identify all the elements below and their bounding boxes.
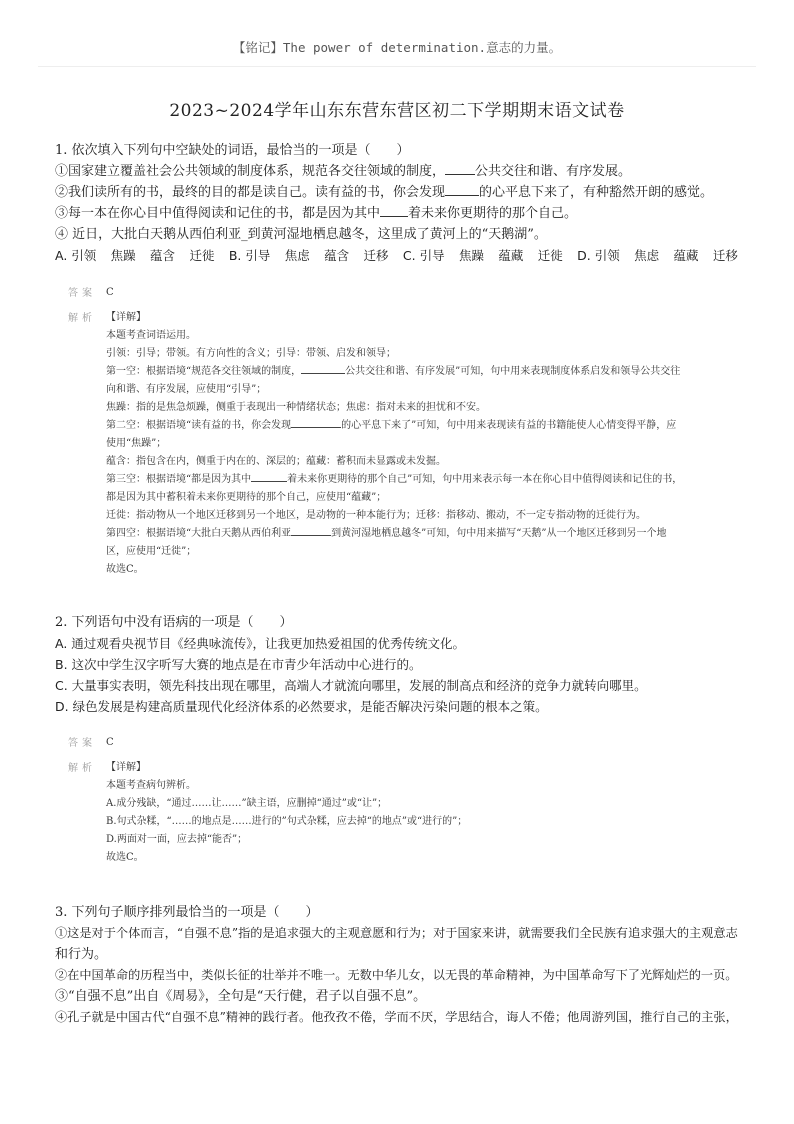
question-3-sentence-1a: ①这是对于个体而言，“自强不息”指的是追求强大的主观意愿和行为；对于国家来讲，就需要我们全民族有追求强大的主观意志: [55, 926, 738, 940]
option-word: 焦躁: [110, 248, 136, 263]
option-word: 焦躁: [458, 248, 484, 263]
option-word: 迁移: [363, 248, 389, 263]
option-word: 蕴藏: [498, 248, 524, 263]
answer-label: 答案: [68, 738, 96, 749]
question-1: [55, 140, 745, 267]
fill-blank: [301, 363, 345, 374]
answer-label: 答案: [68, 288, 96, 299]
header-divider: [38, 66, 756, 67]
question-3: [55, 902, 745, 1028]
question-1-sentence-3: ③每一本在你心目中值得阅读和记住的书，都是因为其中 着未来你更期待的那个自己。: [55, 206, 578, 221]
question-1-sentence-1: ①国家建立覆盖社会公共领域的制度体系，规范各交往领域的制度， 公共交往和谐、有序发展。: [55, 164, 632, 179]
question-2-option-b[interactable]: B. 这次中学生汉字听写大赛的地点是在市青少年活动中心进行的。: [55, 657, 422, 672]
question-3-stem: 3. 下列句子顺序排列最恰当的一项是（ ）: [55, 905, 319, 920]
analysis-content: 【详解】 本题考查词语运用。 引领：引导；带领。有方向性的含义；引导：带领、启发和领导； 第一空：根据语境“规范各交往领域的制度， 公共交往和谐、有序发展”可知，句中用来表现制度体系启发和领导公共交往 向和谐、有序发展，应使用“引导”； 焦躁：指的是焦急烦躁，侧重于表现出一种情绪状态；焦虑：指对未来的担忧和不安。 第二空：根据语境“读有益的书，你会发现 的心平息下来了”可知，句中用来表现读有益的书籍能使人心情变得平静，应 使用“焦躁”； 蕴含：指包含在内，侧重于内在的、深层的；蕴藏：蓄积而未显露或未发掘。 第三空：根据语境“都是因为其中 着未来你更期待的那个自己”可知，句中用来表示每一本在你心目中值得阅读和记住的书， 都是因为其中蓄积着未来你更期待的那个自己，应使用“蕴藏”； 迁徙：指动物从一个地区迁移到另一个地区，是动物的一种本能行为；迁移：指移动、搬动，不一定专指动物的迁徙行为。 第四空：根据语境“大批白天鹅从西伯利亚 到黄河湿地栖息越冬”可知，句中用来描写“天鹅”从一个地区迁移到另一个地 区，应使用“迁徙”； 故选C。: [106, 312, 683, 575]
option-word: 迁徙: [189, 248, 215, 263]
option-word: 蕴含: [324, 248, 350, 263]
question-1-options: [55, 245, 738, 267]
option-word[interactable]: C. 引导: [402, 248, 445, 263]
page-header-motto: 【铭记】The power of determination.意志的力量。: [232, 40, 562, 55]
option-word: 蕴含: [150, 248, 176, 263]
fill-blank: [291, 525, 331, 536]
question-2-option-d[interactable]: D. 绿色发展是构建高质量现代化经济体系的必然要求，是能否解决污染问题的根本之策。: [55, 699, 548, 714]
fill-blank: [445, 162, 475, 175]
question-1-sentence-4: ④ 近日，大批白天鹅从西伯利亚_到黄河湿地栖息越冬，这里成了黄河上的“天鹅湖”。: [55, 227, 547, 242]
answer-value: C: [106, 737, 114, 748]
fill-blank: [251, 471, 287, 482]
option-word: 焦虑: [284, 248, 310, 263]
question-3-sentence-4: ④孔子就是中国古代“自强不息”精神的践行者。他孜孜不倦，学而不厌，学思结合，诲人不倦；他周游列国，推行自己的主张，: [55, 1010, 738, 1024]
option-word[interactable]: A. 引领: [55, 248, 97, 263]
question-3-sentence-1b: 和行为。: [55, 947, 108, 962]
fill-blank: [445, 183, 479, 196]
option-word: 迁徙: [537, 248, 563, 263]
option-word: 焦虑: [634, 248, 660, 263]
question-1-stem: 1. 依次填入下列句中空缺处的词语，最恰当的一项是（ ）: [55, 143, 410, 158]
question-2-stem: 2. 下列语句中没有语病的一项是（ ）: [55, 615, 293, 630]
analysis-label: 解析: [68, 313, 96, 324]
question-2-option-c[interactable]: C. 大量事实表明，领先科技出现在哪里，高端人才就流向哪里，发展的制高点和经济的竞争力就转向哪里。: [55, 678, 647, 693]
question-2: [55, 612, 745, 717]
analysis-content: 【详解】 本题考查病句辨析。 A.成分残缺，“通过……让……”缺主语，应删掉“通过”或“让”； B.句式杂糅，“……的地点是……进行的”句式杂糅，应去掉“的地点”或“进行的”； D.两面对一面，应去掉“能否”； 故选C。: [106, 762, 468, 863]
analysis-label: 解析: [68, 763, 96, 774]
option-word: 迁移: [712, 248, 738, 263]
question-1-sentence-2: ②我们读所有的书，最终的目的都是读自己。读有益的书，你会发现 的心平息下来了，有种豁然开朗的感觉。: [55, 185, 714, 200]
question-2-option-a[interactable]: A. 通过观看央视节目《经典咏流传》，让我更加热爱祖国的优秀传统文化。: [55, 636, 466, 651]
option-word[interactable]: B. 引导: [228, 248, 271, 263]
option-word[interactable]: D. 引领: [577, 248, 620, 263]
question-3-sentence-3: ③“自强不息”出自《周易》，全句是“天行健，君子以自强不息”。: [55, 989, 427, 1004]
question-3-sentence-2: ②在中国革命的历程当中，类似长征的壮举并不唯一。无数中华儿女，以无畏的革命精神，为中国革命写下了光辉灿烂的一页。: [55, 968, 738, 982]
fill-blank: [291, 417, 341, 428]
exam-title: 2023~2024学年山东东营东营区初二下学期期末语文试卷: [169, 101, 625, 121]
option-word: 蕴藏: [673, 248, 699, 263]
fill-blank: [380, 204, 408, 217]
answer-value: C: [106, 287, 114, 298]
